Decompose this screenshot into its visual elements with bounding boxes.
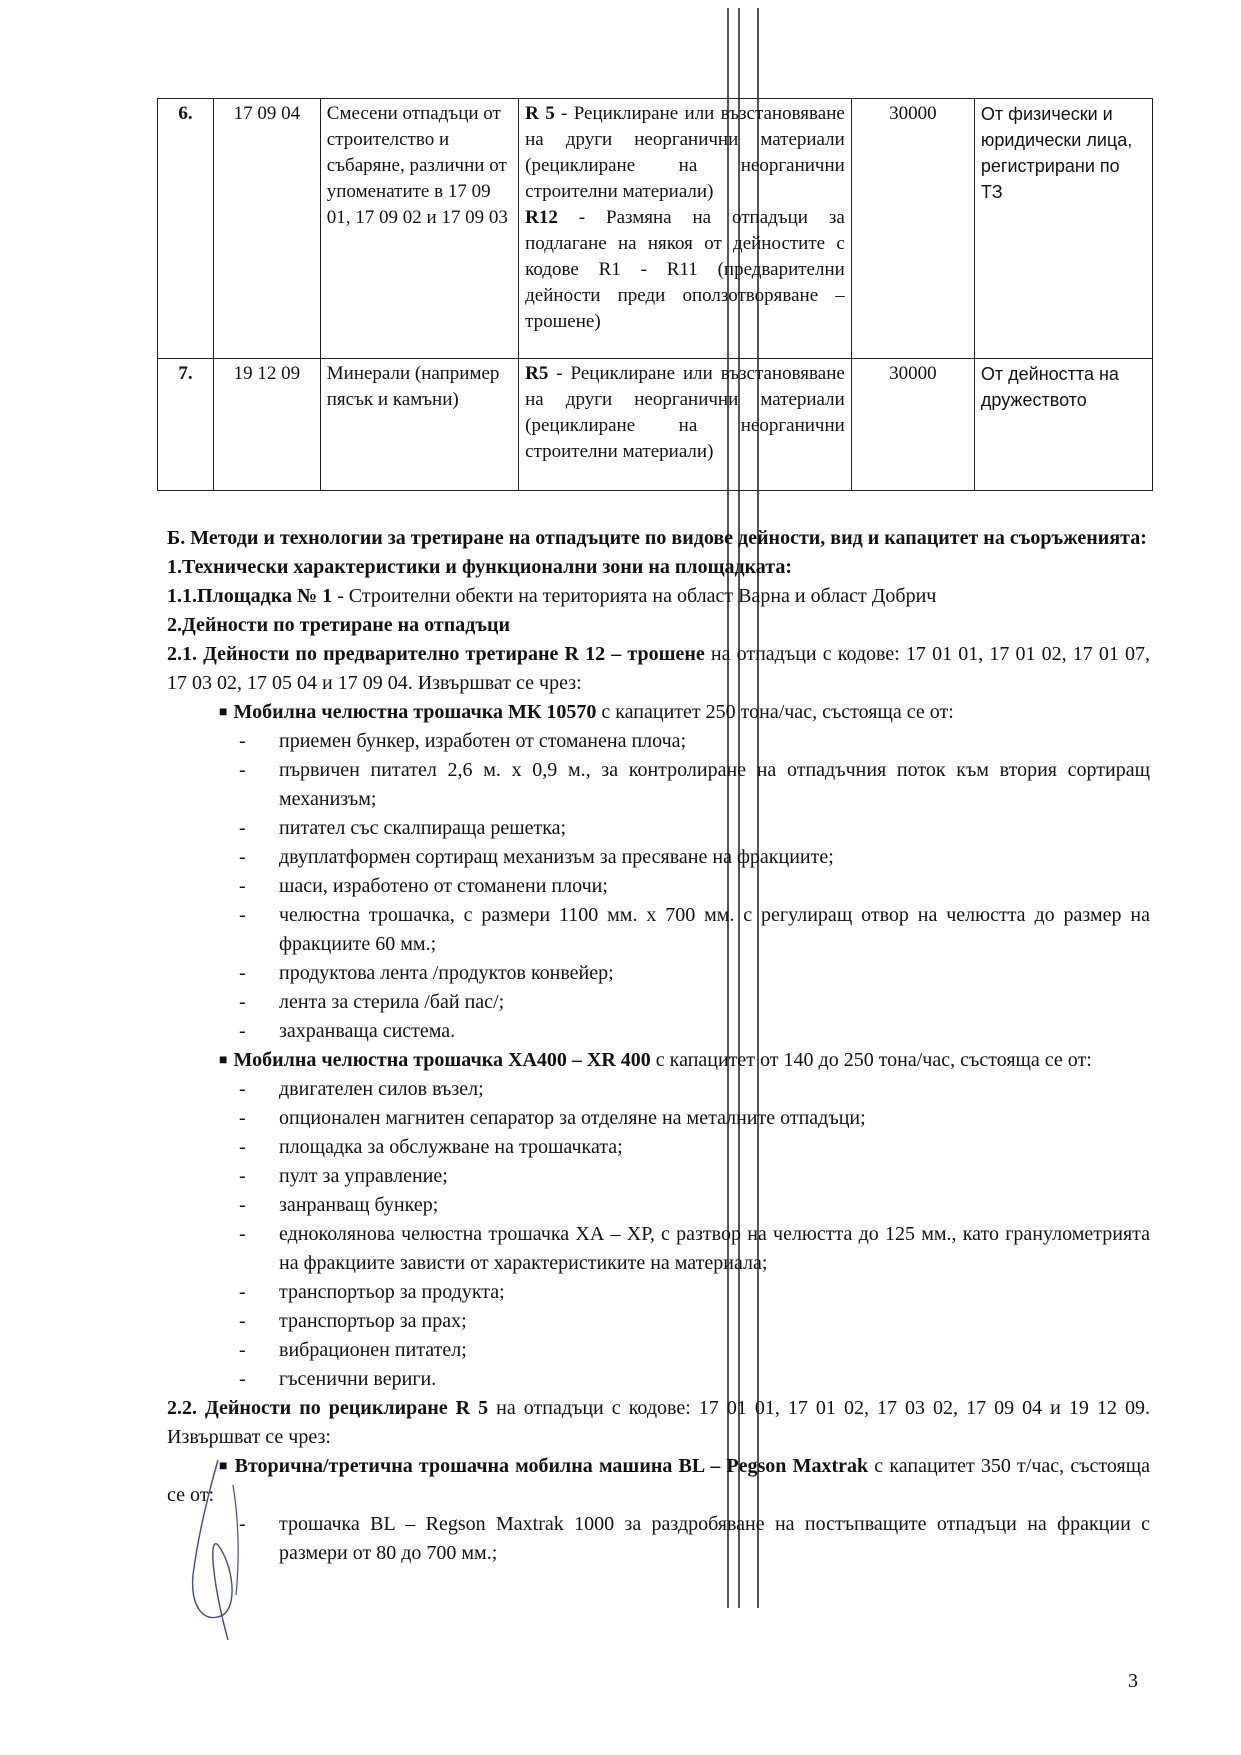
table-row [158, 99, 1153, 359]
machine-mk10570-parts [167, 727, 1150, 1046]
list-item: - питател със скалпираща решетка; [279, 814, 1150, 843]
capacity: 30000 [851, 99, 974, 359]
square-bullet-icon: ■ [219, 705, 228, 720]
operation-cell [519, 99, 852, 359]
machine-mk10570: ■ Мобилна челюстна трошачка МК 10570 с капацитет 250 тона/час, състояща се от: [219, 701, 954, 723]
list-item: - едноколянова челюстна трошачка ХА – ХР, с разтвор на челюстта до 125 мм., като гранулометрията на фракциите зависти от характеристиките на материала; [279, 1220, 1150, 1278]
machine-xa400-parts [167, 1075, 1150, 1394]
subheading-technical: 1.Технически характеристики и функционални зони на площадката: [167, 556, 793, 578]
operation-r5: R5 - Рециклиране или възстановяване на други неорганични материали (рециклиране на неорганични строителни материали) [525, 363, 845, 462]
list-item: - лента за стерила /бай пас/; [279, 988, 1150, 1017]
list-item: - транспортьор за прах; [279, 1307, 1150, 1336]
waste-table [157, 98, 1153, 491]
square-bullet-icon: ■ [219, 1459, 229, 1474]
list-item: - площадка за обслужване на трошачката; [279, 1133, 1150, 1162]
paragraph-2-1: 2.1. Дейности по предварително третиране R 12 – трошене на отпадъци с кодове: 17 01 01, 17 01 02, 17 01 07, 17 03 02, 17 05 04 и 17 09 04. Извършват се чрез: [167, 643, 1151, 694]
waste-code: 17 09 04 [213, 99, 320, 359]
operation-cell [519, 359, 852, 491]
list-item: - шаси, изработено от стоманени плочи; [279, 872, 1150, 901]
waste-name: Минерали (например пясък и камъни) [320, 359, 518, 491]
list-item: - челюстна трошачка, с размери 1100 мм. х 700 мм. с регулиращ отвор на челюстта до размер на фракциите 60 мм.; [279, 901, 1150, 959]
list-item: - трошачка BL – Regson Maxtrak 1000 за раздробяване на постъпващите отпадъци на фракции с размери от 80 до 700 мм.; [279, 1510, 1150, 1568]
row-number: 7. [158, 359, 214, 491]
list-item: - вибрационен питател; [279, 1336, 1150, 1365]
table-row [158, 359, 1153, 491]
list-item: - двигателен силов възел; [279, 1075, 1150, 1104]
list-item: - гъсенични вериги. [279, 1365, 1150, 1394]
waste-source: От дейността на дружеството [974, 359, 1152, 491]
site-paragraph: 1.1.Площадка № 1 - Строителни обекти на територията на област Варна и област Добрич [167, 585, 937, 607]
paragraph-2-2: 2.2. Дейности по рециклиране R 5 на отпадъци с кодове: 17 01 01, 17 01 02, 17 03 02, 17 09 04 и 19 12 09. Извършват се чрез: [167, 1397, 1150, 1448]
waste-code: 19 12 09 [213, 359, 320, 491]
machine-pegson-parts [167, 1510, 1150, 1568]
row-number: 6. [158, 99, 214, 359]
capacity: 30000 [851, 359, 974, 491]
list-item: - транспортьор за продукта; [279, 1278, 1150, 1307]
signature-scribble [178, 1455, 268, 1645]
list-item: - двуплатформен сортиращ механизъм за пресяване на фракциите; [279, 843, 1150, 872]
waste-name: Смесени отпадъци от строителство и събаряне, различни от упоменатите в 17 09 01, 17 09 02 и 17 09 03 [320, 99, 518, 359]
section-b [167, 524, 1150, 1568]
list-item: - приемен бункер, изработен от стоманена плоча; [279, 727, 1150, 756]
machine-xa400: ■ Мобилна челюстна трошачка ХА400 – XR 400 с капацитет от 140 до 250 тона/час, състояща се от: [219, 1049, 1092, 1071]
list-item: - първичен питател 2,6 м. х 0,9 м., за контролиране на отпадъчния поток към втория сортиращ механизъм; [279, 756, 1150, 814]
list-item: - пулт за управление; [279, 1162, 1150, 1191]
square-bullet-icon: ■ [219, 1053, 228, 1068]
operation-r12: R12 - Размяна на отпадъци за подлагане на някоя от дейностите с кодове R1 - R11 (предварителни дейности преди оползотворяване – трошене) [525, 207, 845, 332]
list-item: - продуктова лента /продуктов конвейер; [279, 959, 1150, 988]
section-heading: Б. Методи и технологии за третиране на отпадъците по видове дейности, вид и капацитет на съоръженията: [167, 527, 1147, 549]
machine-pegson: ■ Вторична/третична трошачна мобилна машина BL – Pegson Maxtrak с капацитет 350 т/час, състояща се от: [167, 1455, 1150, 1506]
list-item: - опционален магнитен сепаратор за отделяне на металните отпадъци; [279, 1104, 1150, 1133]
list-item: - занранващ бункер; [279, 1191, 1150, 1220]
page-number: 3 [1128, 1670, 1138, 1692]
subheading-activities: 2.Дейности по третиране на отпадъци [167, 614, 511, 636]
waste-source: От физически и юридически лица, регистрирани по ТЗ [974, 99, 1152, 359]
list-item: - захранваща система. [279, 1017, 1150, 1046]
operation-r5: R 5 - Рециклиране или възстановяване на други неорганични материали (рециклиране на неорганични строителни материали) [525, 103, 845, 202]
